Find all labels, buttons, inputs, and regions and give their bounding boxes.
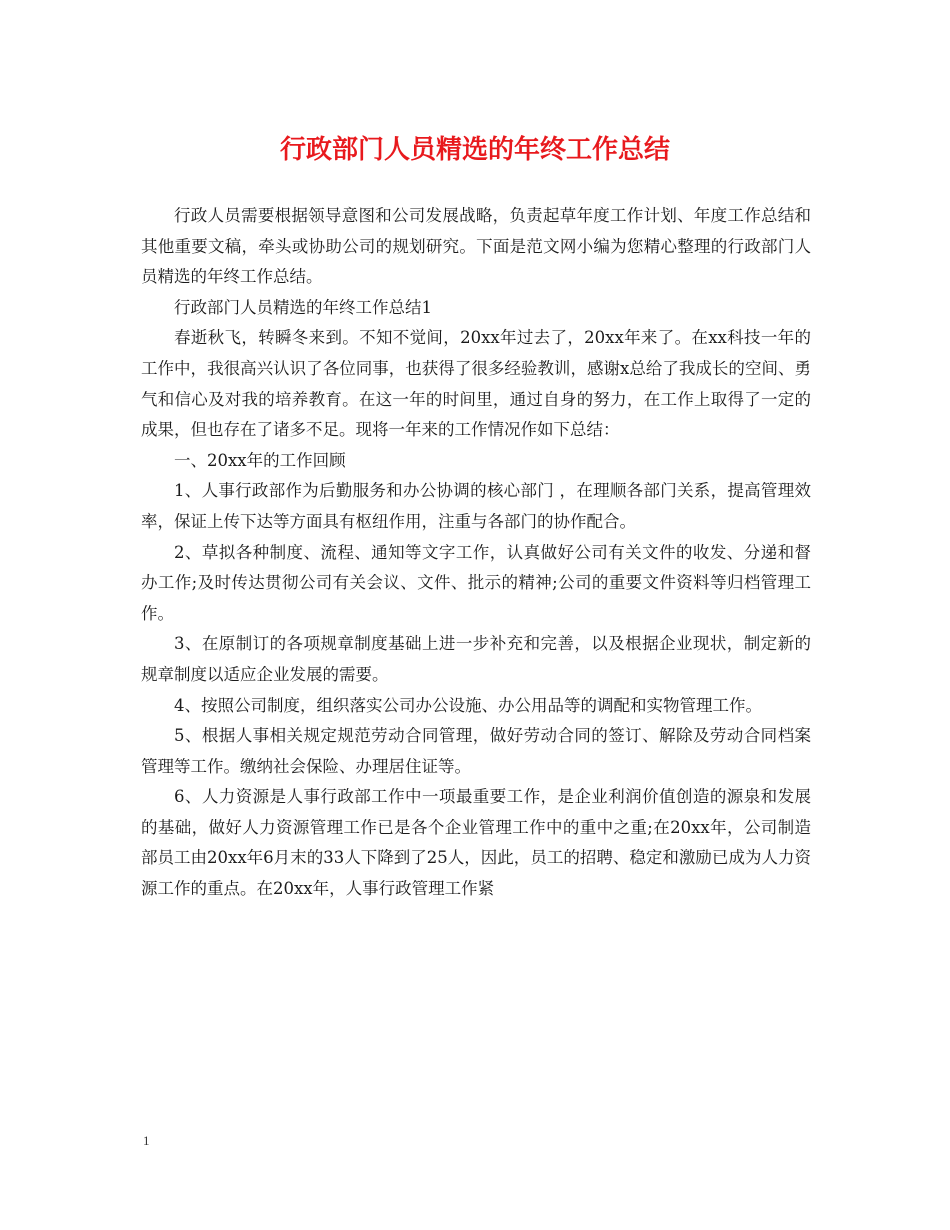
- intro-paragraph: 行政人员需要根据领导意图和公司发展战略，负责起草年度工作计划、年度工作总结和其他重要文稿，牵头或协助公司的规划研究。下面是范文网小编为您精心整理的行政部门人员精选的年终工作总结。: [141, 206, 811, 287]
- document-body: [141, 201, 811, 905]
- list-item-paragraph: 3、在原制订的各项规章制度基础上进一步补充和完善，以及根据企业现状，制定新的规章制度以适应企业发展的需要。: [141, 634, 811, 684]
- list-item-paragraph: 2、草拟各种制度、流程、通知等文字工作，认真做好公司有关文件的收发、分递和督办工作;及时传达贯彻公司有关会议、文件、批示的精神;公司的重要文件资料等归档管理工作。: [141, 542, 811, 623]
- list-item-paragraph: 1、人事行政部作为后勤服务和办公协调的核心部门 ，在理顺各部门关系，提高管理效率，保证上传下达等方面具有枢纽作用，注重与各部门的协作配合。: [141, 481, 811, 531]
- body-paragraph: 春逝秋飞，转瞬冬来到。不知不觉间，20xx年过去了，20xx年来了。在xx科技一年的工作中，我很高兴认识了各位同事，也获得了很多经验教训，感谢x总给了我成长的空间、勇气和信心及对我的培养教育。在这一年的时间里，通过自身的努力，在工作上取得了一定的成果，但也存在了诸多不足。现将一年来的工作情况作如下总结：: [141, 328, 811, 440]
- document-title: 行政部门人员精选的年终工作总结: [279, 135, 670, 165]
- section-heading: 行政部门人员精选的年终工作总结1: [174, 297, 432, 317]
- list-item-paragraph: 4、按照公司制度，组织落实公司办公设施、办公用品等的调配和实物管理工作。: [174, 695, 762, 715]
- list-item-paragraph: 6、人力资源是人事行政部工作中一项最重要工作，是企业利润价值创造的源泉和发展的基础，做好人力资源管理工作已是各个企业管理工作中的重中之重;在20xx年，公司制造部员工由20xx年6月末的33人下降到了25人，因此，员工的招聘、稳定和激励已成为人力资源工作的重点。在20xx年，人事行政管理工作紧: [141, 787, 811, 899]
- subsection-heading: 一、20xx年的工作回顾: [174, 450, 346, 470]
- list-item-paragraph: 5、根据人事相关规定规范劳动合同管理，做好劳动合同的签订、解除及劳动合同档案管理等工作。缴纳社会保险、办理居住证等。: [141, 726, 811, 776]
- page-number: 1: [143, 1133, 150, 1148]
